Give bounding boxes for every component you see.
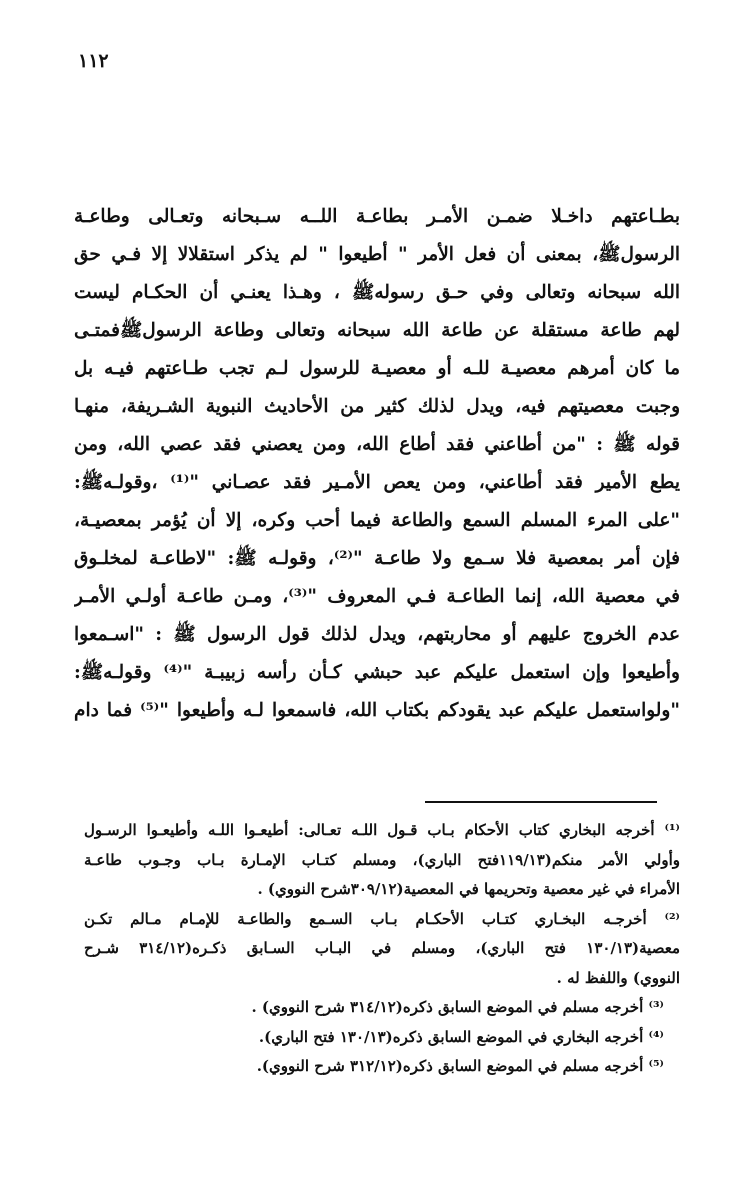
footnote-line: ⁽²⁾ أخرجـه البخـاري كتـاب الأحكـام بـاب السـمع والطاعـة للإمـام مـالم تكـن <box>84 909 680 928</box>
footnote-line: معصية(١٣٠/١٣ فتح الباري)، ومسلم في البـاب السـابق ذكـره(٣١٤/١٢ شـرح <box>84 939 680 957</box>
footnote-line: ⁽⁴⁾ أخرجه البخاري في الموضع السابق ذكره(١٣٠/١٣ فتح الباري). <box>258 1027 664 1046</box>
body-line: بطـاعتهم داخـلا ضمـن الأمـر بطاعـة اللــه سـبحانه وتعـالى وطاعـة <box>74 206 680 227</box>
body-line: يطع الأمير فقد أطاعني، ومن يعص الأمـير فقد عصـاني "⁽¹⁾ ،وقولـهﷺ: <box>74 472 680 493</box>
body-text <box>74 198 680 730</box>
footnotes <box>84 816 680 1082</box>
body-line: عدم الخروج عليهم أو محاربتهم، ويدل لذلك قول الرسول ﷺ : "اسـمعوا <box>74 624 680 645</box>
footnote-line: الأمراء في غير معصية وتحريمها في المعصية(٣٠٩/١٢شرح النووي) . <box>257 880 680 898</box>
body-line: "ولواستعمل عليكم عبد يقودكم بكتاب الله، فاسمعوا لـه وأطيعوا "⁽⁵⁾ فما دام <box>74 700 680 721</box>
footnote-separator <box>425 801 657 803</box>
body-line: "على المرء المسلم السمع والطاعة فيما أحب وكره، إلا أن يُؤمر بمعصيـة، <box>74 510 680 531</box>
body-line: وأطيعوا وإن استعمل عليكم عبد حبشي كـأن رأسه زبيبـة "⁽⁴⁾ وقولـهﷺ: <box>74 662 680 683</box>
body-line: ما كان أمرهم معصيـة للـه أو معصيـة للرسول لـم تجب طـاعتهم فيـه بل <box>74 358 680 379</box>
page-number: ١١٢ <box>78 50 109 72</box>
footnote-line: ⁽⁵⁾ أخرجه مسلم في الموضع السابق ذكره(٣١٢/١٢ شرح النووي). <box>256 1057 664 1075</box>
body-line: قوله ﷺ : "من أطاعني فقد أطاع الله، ومن يعصني فقد عصي الله، ومن <box>74 434 680 455</box>
footnote-line: ⁽³⁾ أخرجه مسلم في الموضع السابق ذكره(٣١٤/١٢ شرح النووي) . <box>251 998 664 1016</box>
body-line: فإن أمر بمعصية فلا سـمع ولا طاعـة "⁽²⁾، وقولـه ﷺ: "لاطاعـة لمخلـوق <box>74 548 680 569</box>
body-line: الرسولﷺ، بمعنى أن فعل الأمر " أطيعوا " لم يذكر استقلالا إلا فـي حق <box>74 244 680 265</box>
footnote-line: وأولي الأمر منكم(١١٩/١٣فتح الباري)، ومسلم كتـاب الإمـارة بـاب وجـوب طاعـة <box>84 850 680 869</box>
footnote-line: النووي) واللفظ له . <box>556 968 680 987</box>
body-line: لهم طاعة مستقلة عن طاعة الله سبحانه وتعالى وطاعة الرسولﷺفمتـى <box>74 320 680 341</box>
body-line: في معصية الله، إنما الطاعـة فـي المعروف "⁽³⁾، ومـن طاعـة أولـي الأمـر <box>74 586 680 607</box>
body-line: الله سبحانه وتعالى وفي حـق رسولهﷺ ، وهـذا يعنـي أن الحكـام ليست <box>74 282 680 303</box>
footnote-line: ⁽¹⁾ أخرجه البخاري كتاب الأحكام بـاب قـول اللـه تعـالى: أطيعـوا اللـه وأطيعـوا الرسـول <box>84 821 680 839</box>
body-line: وجبت معصيتهم فيه، ويدل لذلك كثير من الأحاديث النبوية الشـريفة، منهـا <box>74 396 680 417</box>
